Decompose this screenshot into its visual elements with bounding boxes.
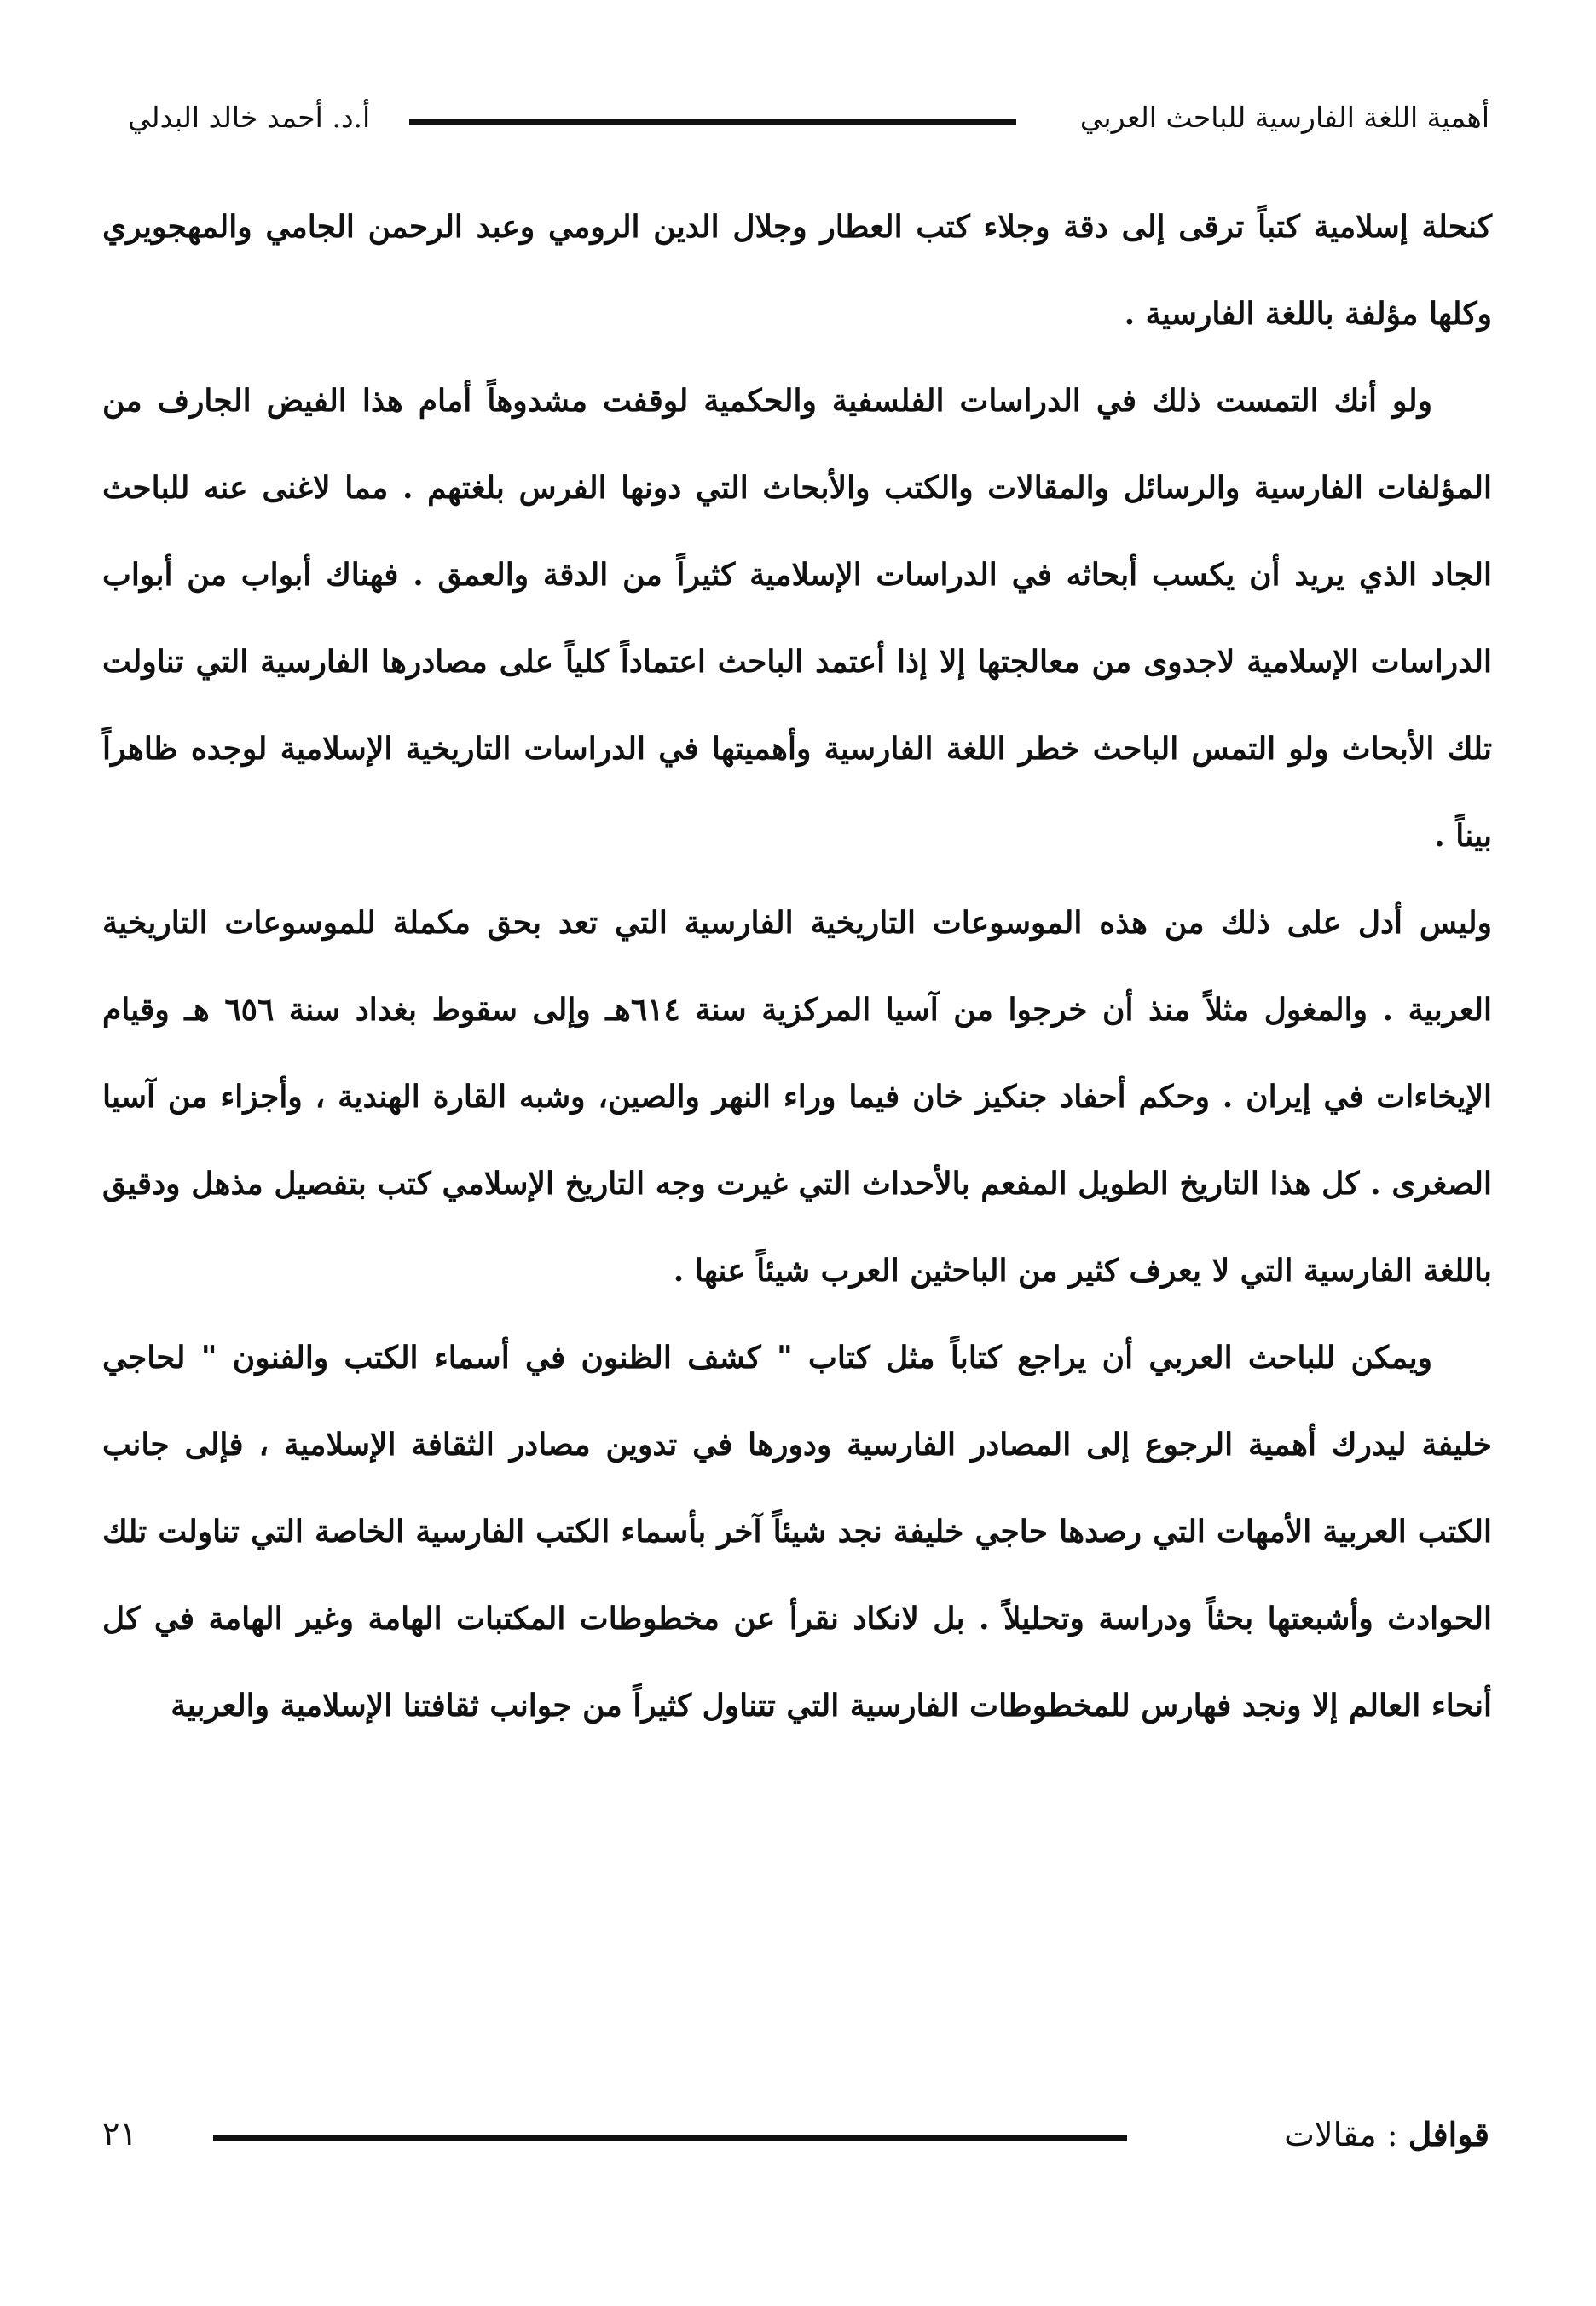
- paragraph-3: وليس أدل على ذلك من هذه الموسوعات التاريخية الفارسية التي تعد بحق مكملة للموسوعات التاريخية العربية . والمغول مثلاً منذ أن خرجوا من آسيا المركزية سنة ٦١٤هـ وإلى سقوط بغداد سنة ٦٥٦ هـ وقيام الإيخاءات في إيران . وحكم أحفاد جنكيز خان فيما وراء النهر والصين، وشبه القارة الهندية ، وأجزاء من آسيا الصغرى . كل هذا التاريخ الطويل المفعم بالأحداث التي غيرت وجه التاريخ الإسلامي كتب بتفصيل مذهل ودقيق باللغة الفارسية التي لا يعرف كثير من الباحثين العرب شيئاً عنها .: [102, 905, 1493, 1289]
- header-rule: [409, 119, 1016, 125]
- running-header: [102, 101, 1494, 152]
- footer-rule: [213, 2135, 1127, 2141]
- page-number: ٢١: [102, 2115, 137, 2152]
- journal-section: : مقالات: [1284, 2116, 1398, 2153]
- footer-journal: [1284, 2115, 1489, 2153]
- body-text: [102, 183, 1492, 1749]
- paragraph-2: ولو أنك التمست ذلك في الدراسات الفلسفية والحكمية لوقفت مشدوهاً أمام هذا الفيض الجارف من المؤلفات الفارسية والرسائل والمقالات والكتب والأبحاث التي دونها الفرس بلغتهم . مما لاغنى عنه للباحث الجاد الذي يريد أن يكسب أبحاثه في الدراسات الإسلامية كثيراً من الدقة والعمق . فهناك أبواب من أبواب الدراسات الإسلامية لاجدوى من معالجتها إلا إذا أعتمد الباحث اعتماداً كلياً على مصادرها الفارسية التي تناولت تلك الأبحاث ولو التمس الباحث خطر اللغة الفارسية وأهميتها في الدراسات التاريخية الإسلامية لوجده ظاهراً بيناً .: [102, 383, 1492, 854]
- journal-name: قوافل: [1408, 2115, 1489, 2153]
- page-footer: [102, 2115, 1494, 2166]
- header-title: أهمية اللغة الفارسية للباحث العربي: [1079, 101, 1489, 134]
- paragraph-4: ويمكن للباحث العربي أن يراجع كتاباً مثل كتاب " كشف الظنون في أسماء الكتب والفنون " لحاجي خليفة ليدرك أهمية الرجوع إلى المصادر الفارسية ودورها في تدوين مصادر الثقافة الإسلامية ، فإلى جانب الكتب العربية الأمهات التي رصدها حاجي خليفة نجد شيئاً آخر بأسماء الكتب الفارسية الخاصة التي تناولت تلك الحوادث وأشبعتها بحثاً ودراسة وتحليلاً . بل لانكاد نقرأ عن مخطوطات المكتبات الهامة وغير الهامة في كل أنحاء العالم إلا ونجد فهارس للمخطوطات الفارسية التي تتناول كثيراً من جوانب ثقافتنا الإسلامية والعربية: [102, 1340, 1492, 1724]
- paragraph-1: كنحلة إسلامية كتباً ترقى إلى دقة وجلاء كتب العطار وجلال الدين الرومي وعبد الرحمن الجامي والمهجويري وكلها مؤلفة باللغة الفارسية .: [102, 209, 1493, 332]
- header-author: أ.د. أحمد خالد البدلي: [128, 101, 371, 134]
